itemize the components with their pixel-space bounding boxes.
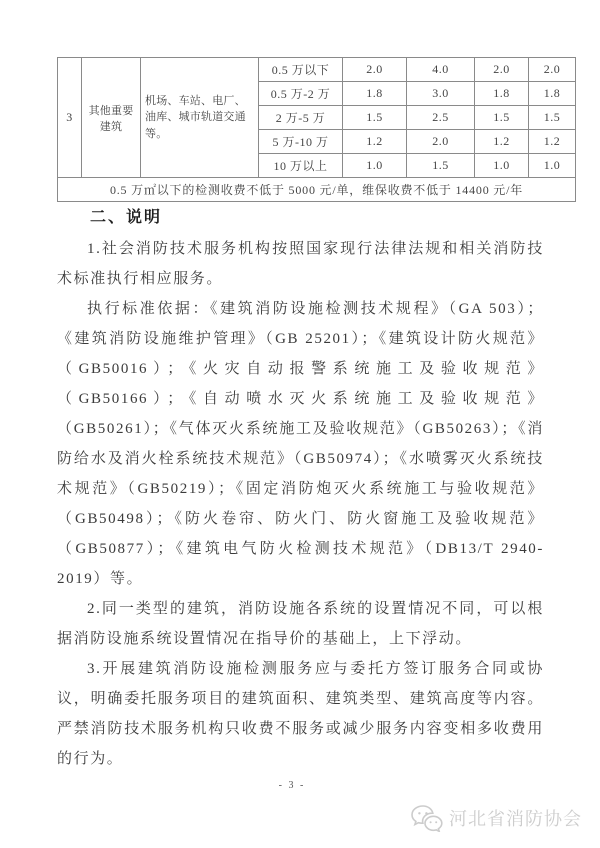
value-cell: 1.0	[343, 154, 407, 178]
watermark	[410, 804, 582, 832]
value-cell: 1.2	[343, 130, 407, 154]
explanation-section	[57, 204, 544, 774]
paragraph-1: 1.社会消防技术服务机构按照国家现行法律法规和相关消防技术标准执行相应服务。	[57, 241, 544, 287]
watermark-label: 河北省消防协会	[449, 809, 582, 829]
value-cell: 1.5	[343, 106, 407, 130]
paragraph-4: 3.开展建筑消防设施检测服务应与委托方签订服务合同或协议，明确委托服务项目的建筑面积、建筑类型、建筑高度等内容。严禁消防技术服务机构只收费不服务或减少服务内容变相多收费用的行为。	[57, 661, 544, 767]
value-cell: 1.8	[343, 82, 407, 106]
value-cell: 1.8	[529, 82, 576, 106]
value-cell: 2.5	[407, 106, 475, 130]
row-index-cell: 3	[58, 58, 82, 178]
value-cell: 1.8	[475, 82, 529, 106]
table-note: 0.5 万㎡以下的检测收费不低于 5000 元/单，维保收费不低于 14400 元/年	[58, 178, 576, 202]
value-cell: 1.0	[475, 154, 529, 178]
range-cell: 5 万-10 万	[259, 130, 343, 154]
category-cell: 其他重要建筑	[82, 58, 141, 178]
value-cell: 1.5	[407, 154, 475, 178]
pricing-table	[57, 57, 576, 202]
value-cell: 1.5	[475, 106, 529, 130]
wechat-icon	[410, 804, 444, 832]
examples-cell: 机场、车站、电厂、油库、城市轨道交通等。	[141, 58, 259, 178]
value-cell: 2.0	[343, 58, 407, 82]
paragraph-3: 2.同一类型的建筑，消防设施各系统的设置情况不同，可以根据消防设施系统设置情况在指导价的基础上，上下浮动。	[57, 601, 544, 647]
paragraph-2: 执行标准依据：《建筑消防设施检测技术规程》（GA 503）；《建筑消防设施维护管理》（GB 25201）；《建筑设计防火规范》（GB50016）；《火灾自动报警系统施工及验收规范》（GB50166）；《自动喷水灭火系统施工及验收规范》（GB50261）；《气体灭火系统施工及验收规范》（GB50263）；《消防给水及消火栓系统技术规范》（GB50974）；《水喷雾灭火系统技术规范》（GB50219）；《固定消防炮灭火系统施工与验收规范》（GB50498）；《防火卷帘、防火门、防火窗施工及验收规范》（GB50877）；《建筑电气防火检测技术规范》（DB13/T 2940-2019）等。	[57, 301, 544, 587]
value-cell: 2.0	[407, 130, 475, 154]
table-row	[58, 58, 576, 82]
table-note-row	[58, 178, 576, 202]
value-cell: 2.0	[475, 58, 529, 82]
value-cell: 3.0	[407, 82, 475, 106]
value-cell: 1.2	[529, 130, 576, 154]
range-cell: 2 万-5 万	[259, 106, 343, 130]
page-number: - 3 -	[278, 780, 306, 791]
value-cell: 1.0	[529, 154, 576, 178]
value-cell: 4.0	[407, 58, 475, 82]
range-cell: 0.5 万-2 万	[259, 82, 343, 106]
value-cell: 1.5	[529, 106, 576, 130]
range-cell: 10 万以上	[259, 154, 343, 178]
section-heading: 二、说明	[90, 209, 163, 226]
value-cell: 1.2	[475, 130, 529, 154]
range-cell: 0.5 万以下	[259, 58, 343, 82]
value-cell: 2.0	[529, 58, 576, 82]
